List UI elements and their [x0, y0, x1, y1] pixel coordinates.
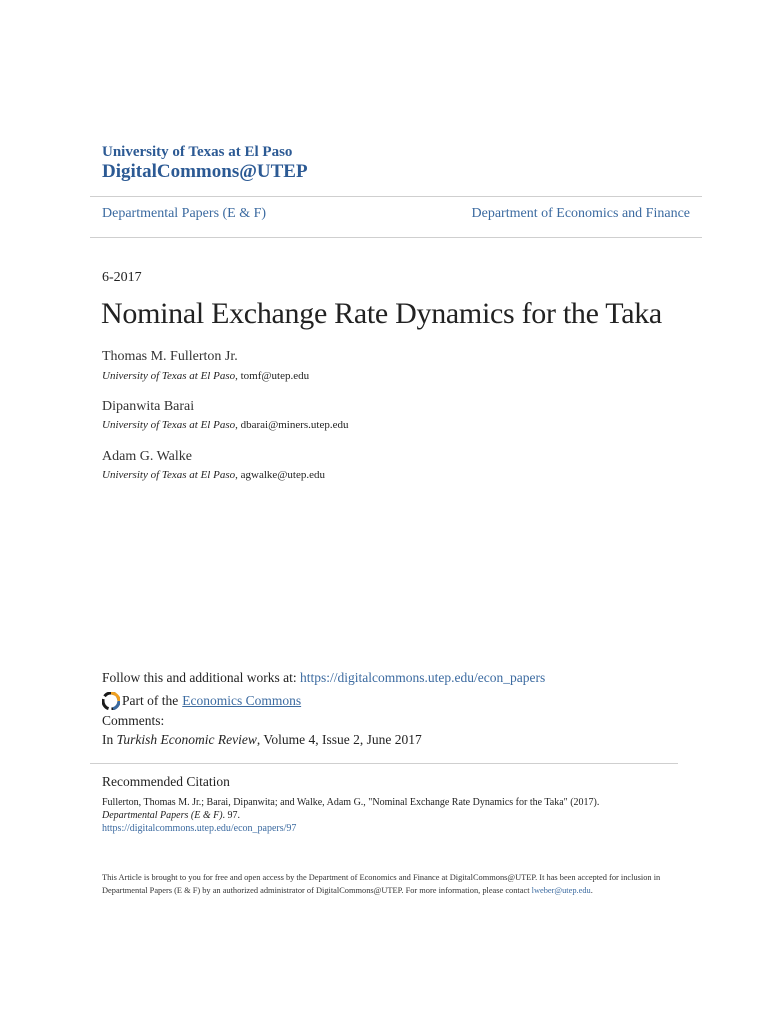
network-commons-icon	[102, 692, 120, 710]
author-affiliation	[102, 469, 325, 481]
affiliation-text: University of Texas at El Paso	[102, 419, 236, 431]
comments-suffix: , Volume 4, Issue 2, June 2017	[256, 732, 422, 747]
author-affiliation	[102, 419, 349, 431]
author-email: , dbarai@miners.utep.edu	[235, 419, 349, 431]
article-title: Nominal Exchange Rate Dynamics for the Taka	[101, 297, 662, 330]
department-link[interactable]: Department of Economics and Finance	[471, 206, 690, 221]
series-row	[102, 206, 690, 222]
access-disclaimer	[102, 871, 677, 897]
comments-label: Comments:	[102, 713, 165, 728]
citation-text	[102, 796, 662, 835]
journal-name: Turkish Economic Review	[116, 732, 257, 747]
recommended-citation-heading: Recommended Citation	[102, 774, 230, 789]
series-link[interactable]: Departmental Papers (E & F)	[102, 206, 267, 221]
author-name: Adam G. Walke	[102, 449, 192, 464]
part-of-prefix: Part of the	[122, 693, 179, 708]
citation-number: . 97.	[222, 810, 241, 821]
affiliation-text: University of Texas at El Paso	[102, 469, 236, 481]
repository-name[interactable]: DigitalCommons@UTEP	[102, 161, 308, 182]
collection-url-link[interactable]: https://digitalcommons.utep.edu/econ_papers	[300, 670, 546, 685]
disclaimer-text: This Article is brought to you for free and open access by the Department of Economics and Finance at DigitalCommons@UTEP. It has been accepted for inclusion in Departmental Papers (E & F) by an authorized administrator of DigitalCommons@UTEP. For more information, please contact	[102, 873, 661, 895]
author-name: Thomas M. Fullerton Jr.	[102, 349, 238, 364]
author-name: Dipanwita Barai	[102, 399, 195, 414]
divider-citation	[90, 763, 678, 764]
citation-line: Fullerton, Thomas M. Jr.; Barai, Dipanwita; and Walke, Adam G., "Nominal Exchange Rate Dynamics for the Taka" (2017).	[102, 797, 600, 808]
comments-prefix: In	[102, 732, 117, 747]
institution-name[interactable]: University of Texas at El Paso	[102, 144, 293, 160]
author-email: , agwalke@utep.edu	[235, 469, 325, 481]
contact-email-link[interactable]: lweber@utep.edu	[531, 886, 591, 895]
publication-date: 6-2017	[102, 270, 142, 285]
follow-line	[102, 670, 545, 686]
part-of-line	[102, 692, 301, 710]
author-email: , tomf@utep.edu	[235, 370, 310, 382]
follow-prefix: Follow this and additional works at:	[102, 670, 300, 685]
affiliation-text: University of Texas at El Paso	[102, 370, 236, 382]
divider-top	[90, 196, 702, 197]
disclaimer-end: .	[590, 886, 593, 895]
citation-url-link[interactable]: https://digitalcommons.utep.edu/econ_papers/97	[102, 823, 297, 834]
citation-series: Departmental Papers (E & F)	[102, 810, 223, 821]
economics-commons-link[interactable]: Economics Commons	[182, 693, 302, 708]
divider-bottom	[90, 237, 702, 238]
comments-text	[102, 732, 422, 748]
author-affiliation	[102, 370, 309, 382]
